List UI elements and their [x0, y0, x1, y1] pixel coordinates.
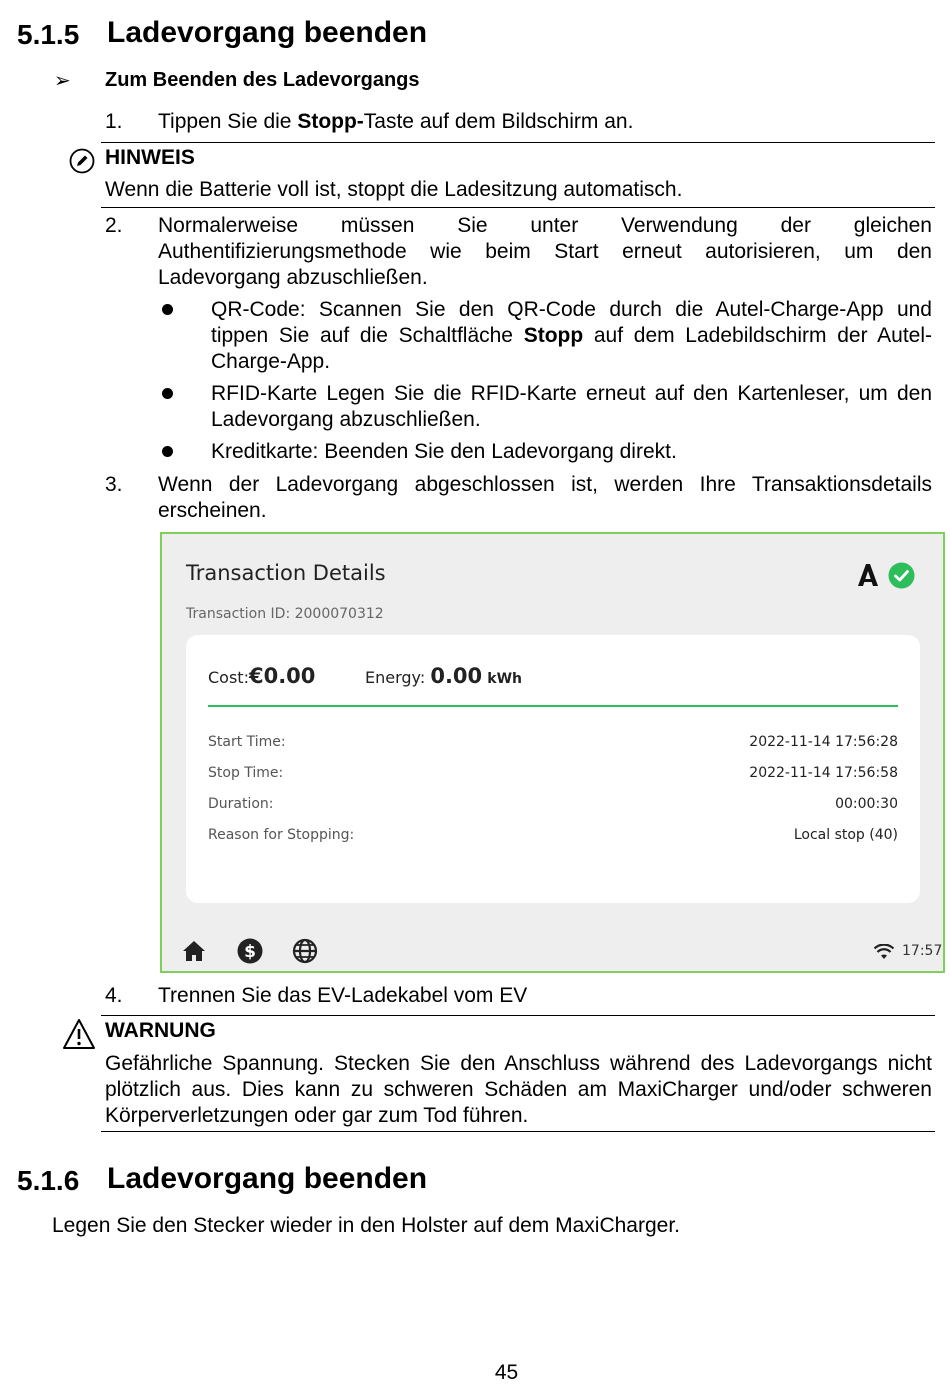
card-divider — [208, 705, 898, 707]
row-value: Local stop (40) — [793, 827, 898, 843]
note-bottom-rule — [101, 207, 935, 208]
svg-text:$: $ — [244, 942, 256, 962]
section-text: Legen Sie den Stecker wieder in den Holster auf dem MaxiCharger. — [52, 1214, 681, 1237]
bullet-dot — [162, 446, 173, 457]
row-label: Stop Time: — [208, 765, 284, 781]
globe-icon[interactable] — [292, 938, 318, 964]
bullet-dot — [162, 304, 173, 315]
step-number: 1. — [105, 110, 123, 133]
step-number: 2. — [105, 214, 123, 237]
step-number: 3. — [105, 473, 123, 496]
warning-triangle-icon — [62, 1018, 96, 1050]
note-title: HINWEIS — [105, 146, 195, 169]
row-value: 2022-11-14 17:56:28 — [749, 734, 898, 750]
step-text: Trennen Sie das EV-Ladekabel vom EV — [158, 984, 528, 1007]
step-number: 4. — [105, 984, 123, 1007]
section-number: 5.1.5 — [17, 19, 80, 50]
row-label: Duration: — [208, 796, 274, 812]
energy-field: Energy: 0.00 kWh — [365, 664, 522, 688]
transaction-card — [186, 635, 920, 903]
transaction-id: Transaction ID: 2000070312 — [186, 606, 384, 622]
pencil-icon — [69, 148, 95, 174]
transaction-title: Transaction Details — [186, 561, 386, 585]
warning-bottom-rule — [101, 1131, 935, 1132]
cost-field: Cost:€0.00 — [208, 664, 316, 688]
status-clock: 17:57 — [902, 943, 943, 959]
note-top-rule — [101, 142, 935, 143]
dollar-icon[interactable] — [237, 938, 263, 964]
bullet-item: Kreditkarte: Beenden Sie den Ladevorgang direkt. — [211, 440, 677, 463]
row-value: 2022-11-14 17:56:58 — [749, 765, 898, 781]
row-label: Start Time: — [208, 734, 286, 750]
warning-top-rule — [101, 1015, 935, 1016]
step-text: Normalerweise müssen Sie unter Verwendung der gleichen Authentifizierungsmethode wie beim Start erneut autorisieren, um den Ladevorgang abzuschließen. — [158, 214, 932, 289]
section-title: Ladevorgang beenden — [107, 1162, 428, 1195]
row-value: 00:00:30 — [835, 796, 898, 812]
bullet-dot — [162, 388, 173, 399]
step-text: Tippen Sie die Stopp-Taste auf dem Bildschirm an. — [158, 110, 634, 133]
home-icon[interactable] — [182, 939, 206, 963]
section-title: Ladevorgang beenden — [107, 16, 428, 49]
warning-text: Gefährliche Spannung. Stecken Sie den Anschluss während des Ladevorgangs nicht plötzlich aus. Dies kann zu schweren Schäden am MaxiCharger und/oder schweren Körperverletzungen oder gar zum Tod führen. — [105, 1052, 932, 1127]
autel-logo-icon — [857, 563, 879, 587]
arrow-bullet-icon: ➢ — [54, 70, 71, 92]
bullet-item: QR-Code: Scannen Sie den QR-Code durch die Autel-Charge-App und tippen Sie auf die Schaltfläche Stopp auf dem Ladebildschirm der Autel-Charge-App. — [211, 298, 932, 373]
wifi-icon — [874, 944, 894, 960]
section-number: 5.1.6 — [17, 1165, 80, 1196]
step-text: Wenn der Ladevorgang abgeschlossen ist, werden Ihre Transaktionsdetails erscheinen. — [158, 473, 932, 522]
check-circle-icon — [888, 562, 915, 589]
row-label: Reason for Stopping: — [208, 827, 355, 843]
bullet-item: RFID-Karte Legen Sie die RFID-Karte erneut auf den Kartenleser, um den Ladevorgang abzuschließen. — [211, 382, 932, 431]
page-number: 45 — [494, 1361, 519, 1384]
note-text: Wenn die Batterie voll ist, stoppt die Ladesitzung automatisch. — [105, 178, 683, 201]
warning-title: WARNUNG — [105, 1019, 216, 1042]
procedure-heading: Zum Beenden des Ladevorgangs — [105, 69, 420, 91]
transaction-screenshot — [160, 532, 945, 973]
